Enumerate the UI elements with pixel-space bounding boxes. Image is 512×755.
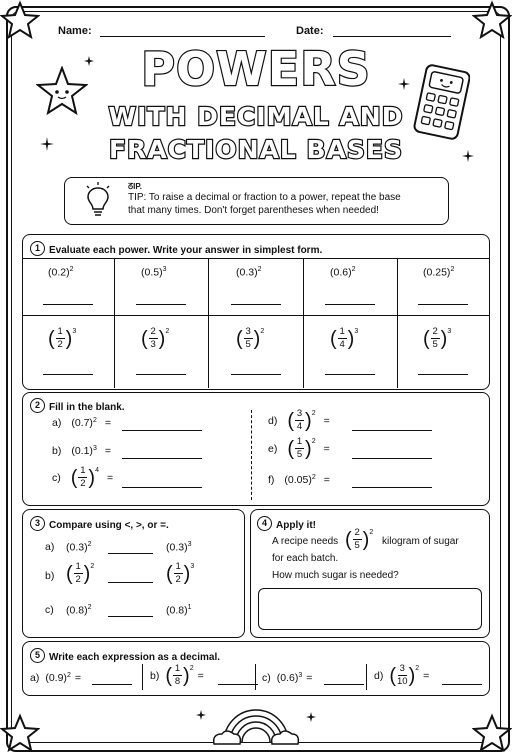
divider	[366, 664, 367, 690]
title-line-1: POWERS	[141, 42, 371, 96]
section-title: Apply it!	[276, 520, 316, 531]
answer-blank[interactable]	[231, 374, 281, 375]
answer-blank[interactable]	[136, 374, 186, 375]
divider	[251, 410, 252, 500]
tip-heading: ᘔIP.	[128, 182, 142, 191]
title-line-3: FRACTIONAL BASES	[108, 135, 404, 164]
fill-blank-item: c) ( 1 2 ) 4 =	[52, 465, 114, 489]
compare-letter: c)	[45, 604, 54, 616]
name-field[interactable]	[100, 36, 265, 37]
problem-text: for each batch.	[272, 553, 339, 564]
name-label: Name:	[58, 25, 92, 37]
answer-blank[interactable]	[122, 487, 202, 488]
answer-blank[interactable]	[418, 304, 468, 305]
section-title: Fill in the blank.	[49, 402, 125, 413]
section-number: 2	[30, 398, 45, 413]
answer-box[interactable]	[258, 588, 482, 630]
tip-line-1: TIP: To raise a decimal or fraction to a power, repeat the base	[128, 192, 401, 203]
answer-blank[interactable]	[352, 430, 432, 431]
answer-blank[interactable]	[418, 374, 468, 375]
date-label: Date:	[296, 25, 324, 37]
answer-blank[interactable]	[352, 458, 432, 459]
fraction-power-expression: ( 1 2 ) 3	[48, 326, 77, 350]
fraction-expression: ( 2 5 ) 2	[345, 527, 374, 551]
section-title: Write each expression as a decimal.	[49, 652, 221, 663]
compare-blank[interactable]	[108, 553, 153, 554]
star-icon	[472, 713, 512, 755]
sparkle-icon	[306, 712, 316, 722]
divider	[397, 258, 398, 388]
compare-right-expression: $(0.8)^1$	[166, 604, 192, 617]
section-number: 1	[30, 241, 45, 256]
sparkle-icon	[40, 137, 54, 151]
problem-text: A recipe needs	[272, 536, 339, 547]
divider	[303, 258, 304, 388]
answer-blank[interactable]	[352, 487, 432, 488]
fraction-power-expression: ( 2 3 ) 2	[141, 326, 170, 350]
answer-blank[interactable]	[43, 374, 93, 375]
star-icon	[472, 0, 512, 42]
power-expression: $(0.6)^2$	[330, 266, 356, 279]
fraction-power-expression: ( 3 5 ) 2	[236, 326, 265, 350]
compare-letter: a)	[45, 541, 55, 553]
answer-blank[interactable]	[324, 684, 364, 685]
answer-blank[interactable]	[325, 374, 375, 375]
title-line-2: WITH DECIMAL AND	[108, 102, 404, 131]
compare-left-expression: ( 1 2 ) 2	[66, 561, 95, 585]
divider	[23, 258, 489, 259]
decimal-item: a) (0.9) 2 =	[30, 671, 81, 684]
fill-blank-item: d) ( 3 4 ) 2 =	[268, 408, 330, 432]
compare-right-expression: $(0.3)^3$	[166, 541, 192, 554]
section-number: 5	[30, 648, 45, 663]
answer-blank[interactable]	[442, 684, 482, 685]
star-mascot-icon	[36, 66, 88, 116]
answer-blank[interactable]	[122, 430, 202, 431]
rainbow-icon	[206, 698, 306, 748]
compare-blank[interactable]	[108, 616, 153, 617]
section-title: Evaluate each power. Write your answer in simplest form.	[49, 245, 323, 256]
sparkle-icon	[84, 56, 94, 66]
compare-blank[interactable]	[108, 582, 153, 583]
answer-blank[interactable]	[122, 458, 202, 459]
calculator-icon	[410, 64, 470, 144]
section-4-header	[257, 515, 316, 533]
answer-blank[interactable]	[92, 684, 132, 685]
fill-blank-item: b) (0.1) 3 =	[52, 444, 111, 457]
power-expression: $(0.2)^2$	[48, 266, 74, 279]
fill-blank-item: e) ( 1 5 ) 2 =	[268, 436, 330, 460]
power-expression: $(0.5)^3$	[141, 266, 167, 279]
section-title: Compare using <, >, or =.	[49, 520, 169, 531]
divider	[23, 315, 489, 316]
divider	[255, 664, 256, 690]
answer-blank[interactable]	[136, 304, 186, 305]
answer-blank[interactable]	[325, 304, 375, 305]
section-number: 4	[257, 516, 272, 531]
problem-text: How much sugar is needed?	[272, 570, 399, 581]
star-icon	[0, 713, 40, 755]
tip-line-2: that many times. Don't forget parentheses when needed!	[128, 205, 379, 216]
date-field[interactable]	[333, 36, 451, 37]
fraction-power-expression: ( 1 4 ) 3	[330, 326, 359, 350]
compare-left-expression: $(0.3)^2$	[66, 541, 92, 554]
fraction-power-expression: ( 2 5 ) 3	[423, 326, 452, 350]
decimal-item: d) ( 3 10 ) 2 =	[374, 663, 430, 687]
answer-blank[interactable]	[43, 304, 93, 305]
decimal-item: c) (0.6) 3 =	[262, 671, 313, 684]
answer-blank[interactable]	[218, 684, 258, 685]
section-number: 3	[30, 516, 45, 531]
section-2-header	[30, 397, 125, 415]
divider	[142, 664, 143, 690]
section-1-header	[30, 240, 322, 258]
answer-blank[interactable]	[231, 304, 281, 305]
problem-text: kilogram of sugar	[382, 536, 459, 547]
divider	[208, 258, 209, 388]
power-expression: $(0.25)^2$	[423, 266, 455, 279]
sparkle-icon	[462, 150, 474, 162]
divider	[114, 258, 115, 388]
power-expression: $(0.3)^2$	[236, 266, 262, 279]
compare-left-expression: $(0.8)^2$	[66, 604, 92, 617]
star-icon	[0, 0, 40, 42]
sparkle-icon	[196, 710, 206, 720]
section-3-header	[30, 515, 169, 533]
compare-letter: b)	[45, 570, 55, 582]
decimal-item: b) ( 1 8 ) 2 =	[150, 663, 204, 687]
fill-blank-item: a) (0.7) 2 =	[52, 416, 111, 429]
fill-blank-item: f) (0.05) 2 =	[268, 473, 330, 486]
lightbulb-icon	[84, 182, 112, 218]
compare-right-expression: ( 1 2 ) 3	[166, 561, 195, 585]
section-5-header	[30, 647, 220, 665]
